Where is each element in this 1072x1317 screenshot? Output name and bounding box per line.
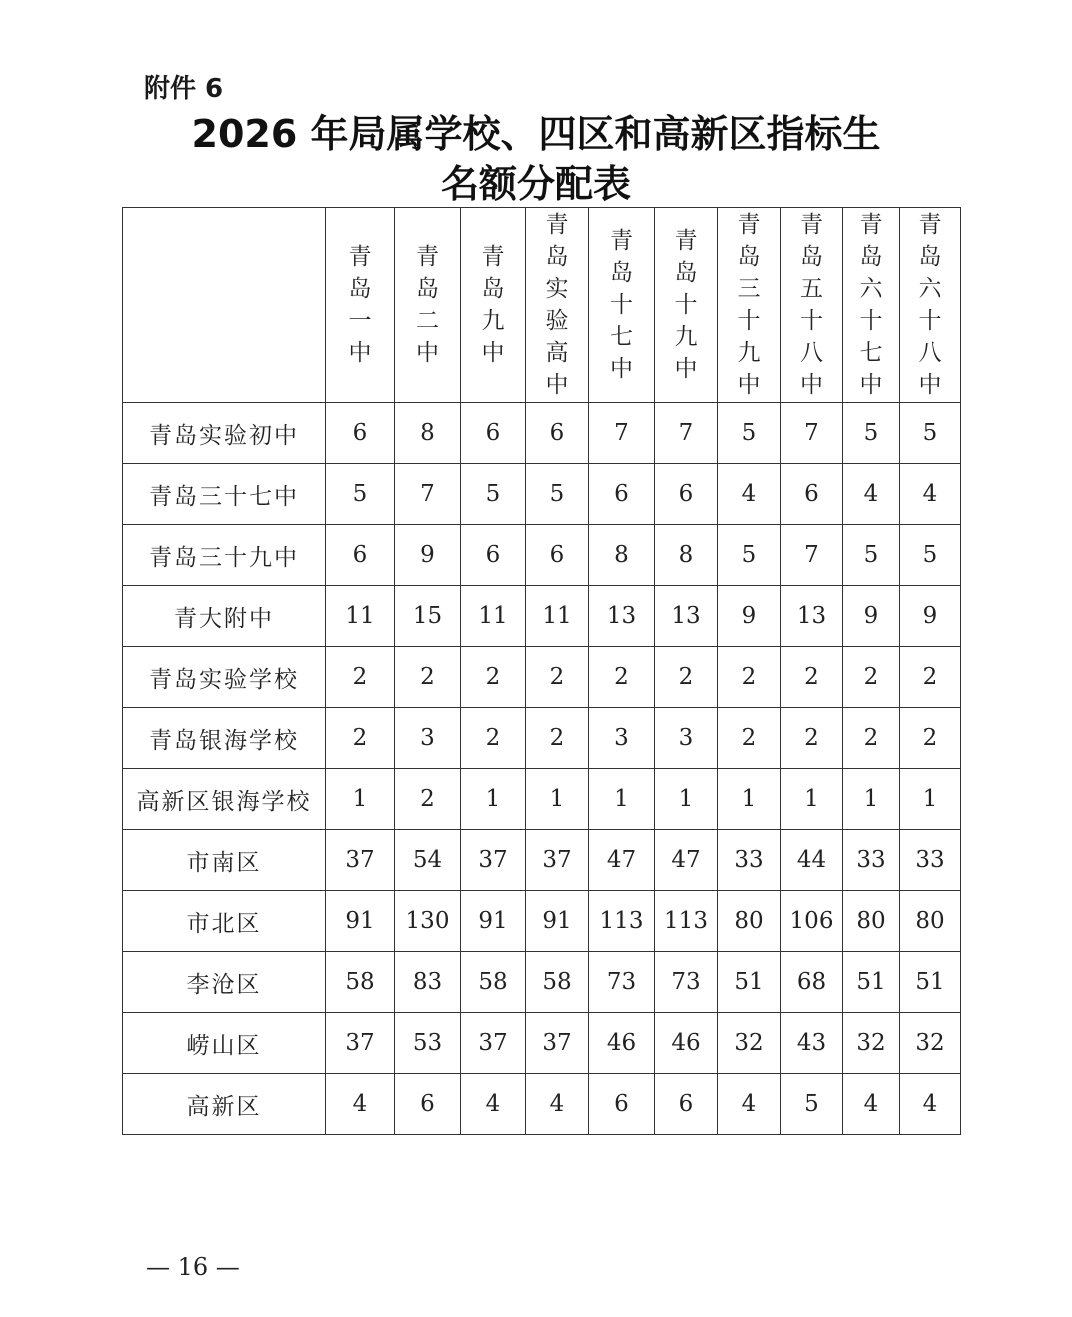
table-cell: 33 — [843, 830, 900, 891]
table-cell: 4 — [843, 464, 900, 525]
table-cell: 5 — [900, 403, 961, 464]
table-cell: 6 — [461, 403, 526, 464]
table-cell: 37 — [461, 830, 526, 891]
table-cell: 1 — [900, 769, 961, 830]
table-cell: 5 — [781, 1074, 843, 1135]
table-cell: 8 — [589, 525, 655, 586]
table-cell: 2 — [526, 708, 589, 769]
table-cell: 2 — [781, 708, 843, 769]
table-cell: 37 — [526, 1013, 589, 1074]
table-cell: 4 — [718, 1074, 781, 1135]
table-cell: 1 — [326, 769, 395, 830]
row-label: 青岛实验初中 — [123, 403, 326, 464]
table-cell: 2 — [843, 647, 900, 708]
column-header: 青岛六十八中 — [900, 208, 961, 403]
column-header: 青岛五十八中 — [781, 208, 843, 403]
table-row — [123, 525, 961, 586]
table-cell: 32 — [900, 1013, 961, 1074]
table-cell: 2 — [526, 647, 589, 708]
table-cell: 15 — [395, 586, 461, 647]
row-label: 市南区 — [123, 830, 326, 891]
table-row — [123, 1013, 961, 1074]
table-cell: 130 — [395, 891, 461, 952]
table-cell: 7 — [781, 403, 843, 464]
table-cell: 2 — [781, 647, 843, 708]
table-cell: 7 — [781, 525, 843, 586]
table-cell: 7 — [395, 464, 461, 525]
table-cell: 1 — [589, 769, 655, 830]
allocation-table — [122, 207, 961, 1135]
row-label: 高新区 — [123, 1074, 326, 1135]
table-cell: 8 — [395, 403, 461, 464]
table-cell: 58 — [326, 952, 395, 1013]
table-cell: 37 — [461, 1013, 526, 1074]
table-cell: 83 — [395, 952, 461, 1013]
table-cell: 7 — [655, 403, 718, 464]
column-header: 青岛十九中 — [655, 208, 718, 403]
table-cell: 9 — [718, 586, 781, 647]
table-cell: 2 — [395, 769, 461, 830]
table-cell: 4 — [326, 1074, 395, 1135]
table-cell: 4 — [900, 1074, 961, 1135]
table-cell: 4 — [900, 464, 961, 525]
column-header: 青岛二中 — [395, 208, 461, 403]
table-cell: 6 — [526, 525, 589, 586]
row-label: 青岛三十七中 — [123, 464, 326, 525]
table-cell: 6 — [526, 403, 589, 464]
table-cell: 1 — [781, 769, 843, 830]
table-cell: 5 — [843, 403, 900, 464]
page-title: 2026 年局属学校、四区和高新区指标生 — [191, 112, 881, 156]
table-cell: 2 — [718, 708, 781, 769]
table-row — [123, 769, 961, 830]
table-cell: 6 — [461, 525, 526, 586]
table-cell: 2 — [843, 708, 900, 769]
table-cell: 4 — [718, 464, 781, 525]
table-cell: 2 — [395, 647, 461, 708]
table-cell: 11 — [461, 586, 526, 647]
table-cell: 113 — [655, 891, 718, 952]
table-cell: 1 — [526, 769, 589, 830]
table-cell: 6 — [589, 464, 655, 525]
table-cell: 91 — [326, 891, 395, 952]
table-cell: 6 — [781, 464, 843, 525]
table-cell: 32 — [718, 1013, 781, 1074]
table-cell: 2 — [655, 647, 718, 708]
table-cell: 11 — [326, 586, 395, 647]
table-cell: 3 — [395, 708, 461, 769]
table-cell: 33 — [718, 830, 781, 891]
table-cell: 5 — [461, 464, 526, 525]
table-row — [123, 647, 961, 708]
row-label: 李沧区 — [123, 952, 326, 1013]
table-cell: 46 — [589, 1013, 655, 1074]
table-cell: 80 — [900, 891, 961, 952]
table-cell: 8 — [655, 525, 718, 586]
table-cell: 2 — [461, 647, 526, 708]
table-cell: 46 — [655, 1013, 718, 1074]
table-cell: 51 — [718, 952, 781, 1013]
column-header: 青岛实验高中 — [526, 208, 589, 403]
row-label: 青大附中 — [123, 586, 326, 647]
table-cell: 3 — [589, 708, 655, 769]
table-cell: 37 — [326, 1013, 395, 1074]
table-cell: 37 — [326, 830, 395, 891]
header-row — [123, 208, 961, 403]
table-cell: 32 — [843, 1013, 900, 1074]
table-cell: 73 — [589, 952, 655, 1013]
table-cell: 1 — [461, 769, 526, 830]
table-cell: 2 — [900, 708, 961, 769]
table-row — [123, 403, 961, 464]
table-row — [123, 830, 961, 891]
table-cell: 1 — [843, 769, 900, 830]
table-cell: 58 — [526, 952, 589, 1013]
table-cell: 54 — [395, 830, 461, 891]
table-cell: 6 — [589, 1074, 655, 1135]
row-label: 青岛三十九中 — [123, 525, 326, 586]
page-number: — 16 — — [146, 1253, 240, 1281]
table-cell: 7 — [589, 403, 655, 464]
table-cell: 13 — [781, 586, 843, 647]
table-cell: 5 — [326, 464, 395, 525]
table-cell: 4 — [843, 1074, 900, 1135]
table-cell: 80 — [843, 891, 900, 952]
table-cell: 1 — [655, 769, 718, 830]
table-cell: 47 — [655, 830, 718, 891]
table-cell: 9 — [900, 586, 961, 647]
corner-cell — [123, 208, 326, 403]
table-cell: 4 — [526, 1074, 589, 1135]
column-header: 青岛三十九中 — [718, 208, 781, 403]
table-cell: 2 — [589, 647, 655, 708]
row-label: 青岛银海学校 — [123, 708, 326, 769]
table-cell: 53 — [395, 1013, 461, 1074]
table-cell: 13 — [655, 586, 718, 647]
row-label: 高新区银海学校 — [123, 769, 326, 830]
table-cell: 51 — [843, 952, 900, 1013]
table-cell: 44 — [781, 830, 843, 891]
table-cell: 5 — [718, 525, 781, 586]
table-cell: 2 — [718, 647, 781, 708]
table-cell: 113 — [589, 891, 655, 952]
table-cell: 6 — [655, 1074, 718, 1135]
table-cell: 73 — [655, 952, 718, 1013]
table-cell: 33 — [900, 830, 961, 891]
table-row — [123, 952, 961, 1013]
table-cell: 2 — [461, 708, 526, 769]
table-cell: 43 — [781, 1013, 843, 1074]
table-cell: 68 — [781, 952, 843, 1013]
table-cell: 37 — [526, 830, 589, 891]
table-cell: 58 — [461, 952, 526, 1013]
table-cell: 80 — [718, 891, 781, 952]
table-cell: 3 — [655, 708, 718, 769]
attachment-label: 附件 6 — [144, 74, 224, 104]
row-label: 青岛实验学校 — [123, 647, 326, 708]
table-row — [123, 1074, 961, 1135]
table-cell: 5 — [718, 403, 781, 464]
table-cell: 2 — [900, 647, 961, 708]
table-row — [123, 464, 961, 525]
table-cell: 4 — [461, 1074, 526, 1135]
table-row — [123, 586, 961, 647]
table-row — [123, 891, 961, 952]
table-cell: 5 — [843, 525, 900, 586]
column-header: 青岛一中 — [326, 208, 395, 403]
column-header: 青岛十七中 — [589, 208, 655, 403]
table-cell: 1 — [718, 769, 781, 830]
table-cell: 6 — [395, 1074, 461, 1135]
table-cell: 9 — [843, 586, 900, 647]
table-cell: 106 — [781, 891, 843, 952]
table-cell: 91 — [526, 891, 589, 952]
row-label: 市北区 — [123, 891, 326, 952]
table-cell: 6 — [655, 464, 718, 525]
table-cell: 6 — [326, 403, 395, 464]
table-cell: 47 — [589, 830, 655, 891]
table-cell: 5 — [900, 525, 961, 586]
table-cell: 51 — [900, 952, 961, 1013]
table-cell: 6 — [326, 525, 395, 586]
table-cell: 11 — [526, 586, 589, 647]
table-cell: 9 — [395, 525, 461, 586]
table-cell: 2 — [326, 708, 395, 769]
table-row — [123, 708, 961, 769]
column-header: 青岛九中 — [461, 208, 526, 403]
table-cell: 13 — [589, 586, 655, 647]
table-cell: 2 — [326, 647, 395, 708]
row-label: 崂山区 — [123, 1013, 326, 1074]
page-subtitle: 名额分配表 — [440, 162, 631, 206]
column-header: 青岛六十七中 — [843, 208, 900, 403]
table-cell: 5 — [526, 464, 589, 525]
table-cell: 91 — [461, 891, 526, 952]
